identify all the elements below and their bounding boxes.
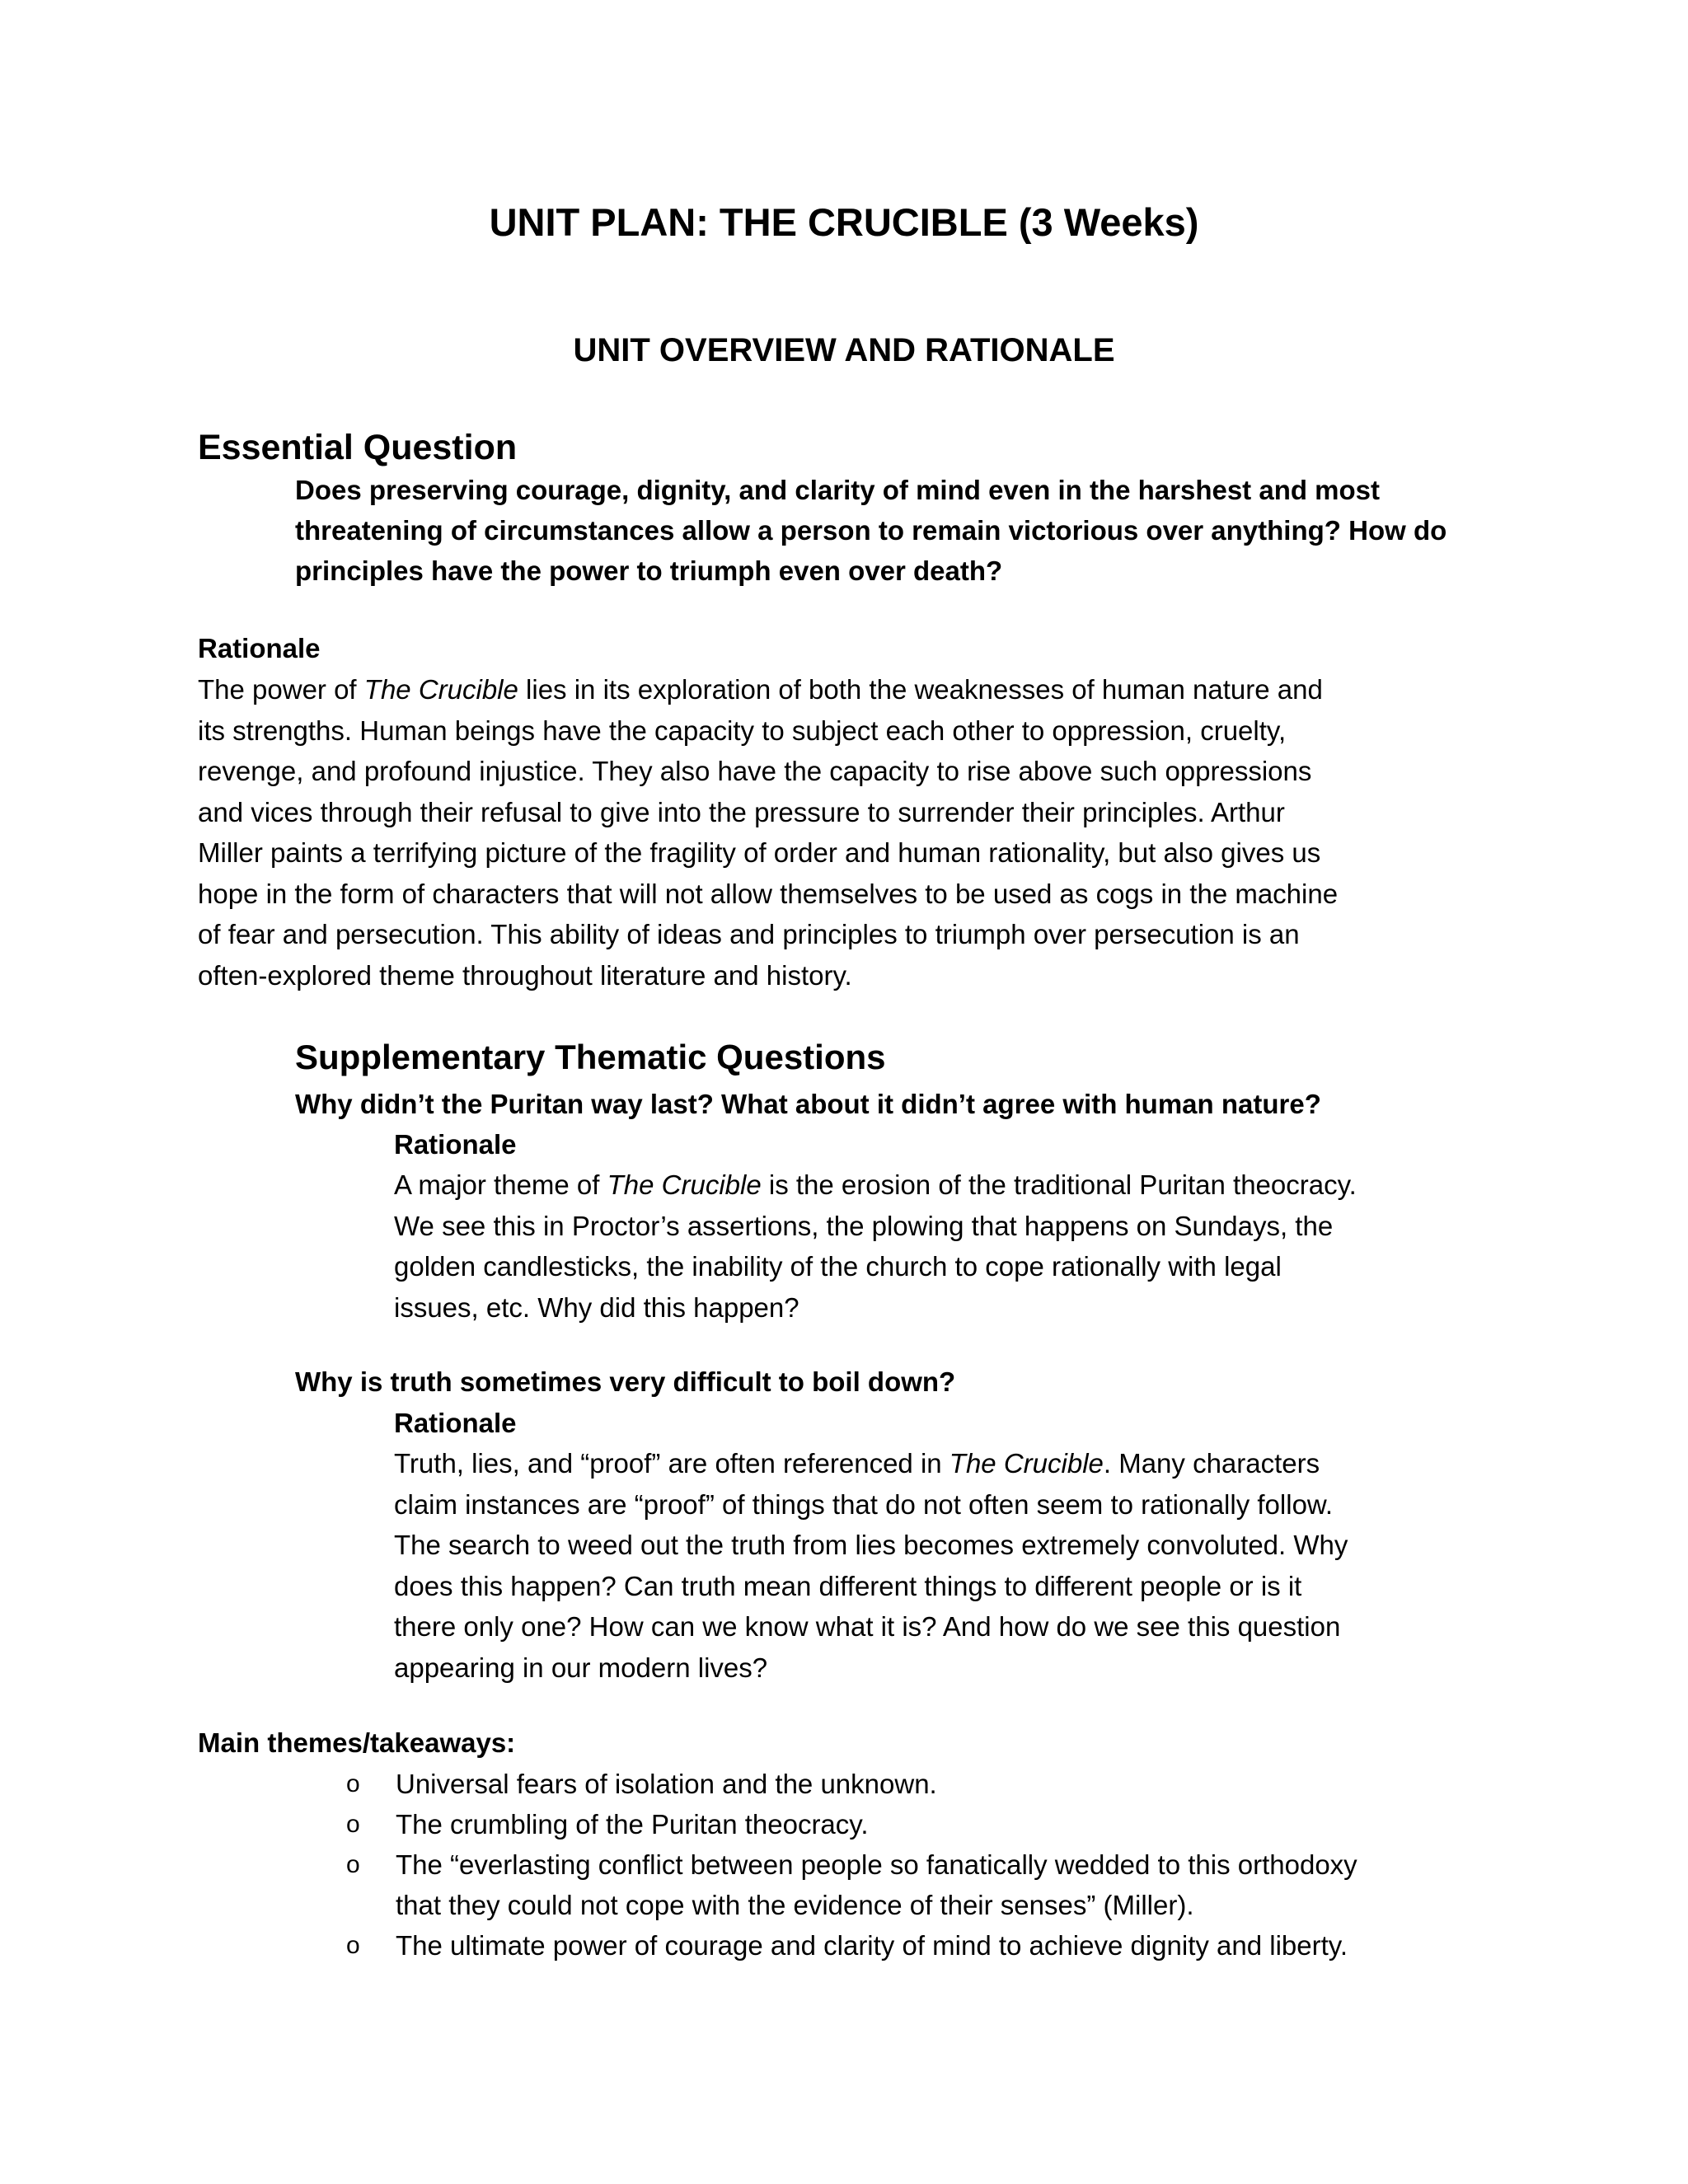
question-1-rationale-label: Rationale [394,1129,517,1160]
list-item [346,1764,1517,1804]
list-item-text: The “everlasting conflict between people so fanatically wedded to this orthodoxy [396,1849,1357,1880]
rationale-line: A major theme of The Crucible is the erosion of the traditional Puritan theocracy. [394,1169,1357,1200]
question-2-rationale-text [394,1443,1348,1688]
rationale-line: The search to weed out the truth from lies becomes extremely convoluted. Why [394,1530,1348,1560]
rationale-line: appearing in our modern lives? [394,1652,768,1683]
rationale-line: does this happen? Can truth mean different things to different people or is it [394,1570,1302,1601]
page-title: UNIT PLAN: THE CRUCIBLE (3 Weeks) [489,200,1199,244]
list-item [346,1925,1517,1966]
rationale-line: Miller paints a terrifying picture of the fragility of order and human rationality, but also gives us [198,837,1321,868]
rationale-line: revenge, and profound injustice. They also have the capacity to rise above such oppressions [198,756,1312,786]
bullet-marker: o [346,1811,360,1838]
list-item-text: The crumbling of the Puritan theocracy. [396,1809,869,1840]
rationale-line: issues, etc. Why did this happen? [394,1291,799,1323]
rationale-line: often-explored theme throughout literature and history. [198,959,852,991]
supplementary-question-2: Why is truth sometimes very difficult to boil down? [295,1366,956,1397]
rationale-line: its strengths. Human beings have the capacity to subject each other to oppression, cruelty, [198,715,1287,746]
rationale-line: of fear and persecution. This ability of ideas and principles to triumph over persecution is an [198,919,1300,949]
supplementary-heading: Supplementary Thematic Questions [295,1038,886,1076]
list-item-text: that they could not cope with the evidence of their senses” (Miller). [396,1890,1194,1920]
overview-heading: UNIT OVERVIEW AND RATIONALE [573,332,1115,368]
question-2-rationale-label: Rationale [394,1408,517,1438]
rationale-line: We see this in Proctor’s assertions, the plowing that happens on Sundays, the [394,1210,1334,1241]
list-item [346,1804,1517,1844]
rationale-line: Truth, lies, and “proof” are often referenced in The Crucible. Many characters [394,1448,1320,1479]
list-item-text: Universal fears of isolation and the unknown. [396,1769,937,1799]
supplementary-question-1: Why didn’t the Puritan way last? What about it didn’t agree with human nature? [295,1089,1321,1119]
themes-list [346,1764,1517,1966]
bullet-marker: o [346,1770,360,1797]
rationale-line: and vices through their refusal to give into the pressure to surrender their principles. Arthur [198,796,1285,827]
book-title: The Crucible [949,1448,1104,1479]
question-1-rationale-text [394,1165,1357,1328]
rationale-paragraph [198,669,1338,996]
rationale-line: golden candlesticks, the inability of the church to cope rationally with legal [394,1251,1282,1282]
themes-heading: Main themes/takeaways: [198,1727,516,1758]
rationale-line: claim instances are “proof” of things that do not often seem to rationally follow. [394,1488,1334,1520]
bullet-marker: o [346,1932,360,1959]
rationale-line: hope in the form of characters that will not allow themselves to be used as cogs in the machine [198,878,1339,909]
essential-question-text: Does preserving courage, dignity, and clarity of mind even in the harshest and most threatening of circumstances allow a person to remain victorious over anything? How do principles have the power to triumph even over death? [295,475,1447,586]
rationale-heading: Rationale [198,633,321,663]
book-title: The Crucible [363,674,518,705]
book-title: The Crucible [607,1169,762,1200]
bullet-marker: o [346,1851,360,1878]
list-item-text: The ultimate power of courage and clarity of mind to achieve dignity and liberty. [396,1930,1348,1961]
rationale-line: there only one? How can we know what it is? And how do we see this question [394,1611,1341,1642]
rationale-line: The power of The Crucible lies in its exploration of both the weaknesses of human nature and [198,674,1323,705]
list-item [346,1844,1517,1925]
essential-question-heading: Essential Question [198,428,518,467]
